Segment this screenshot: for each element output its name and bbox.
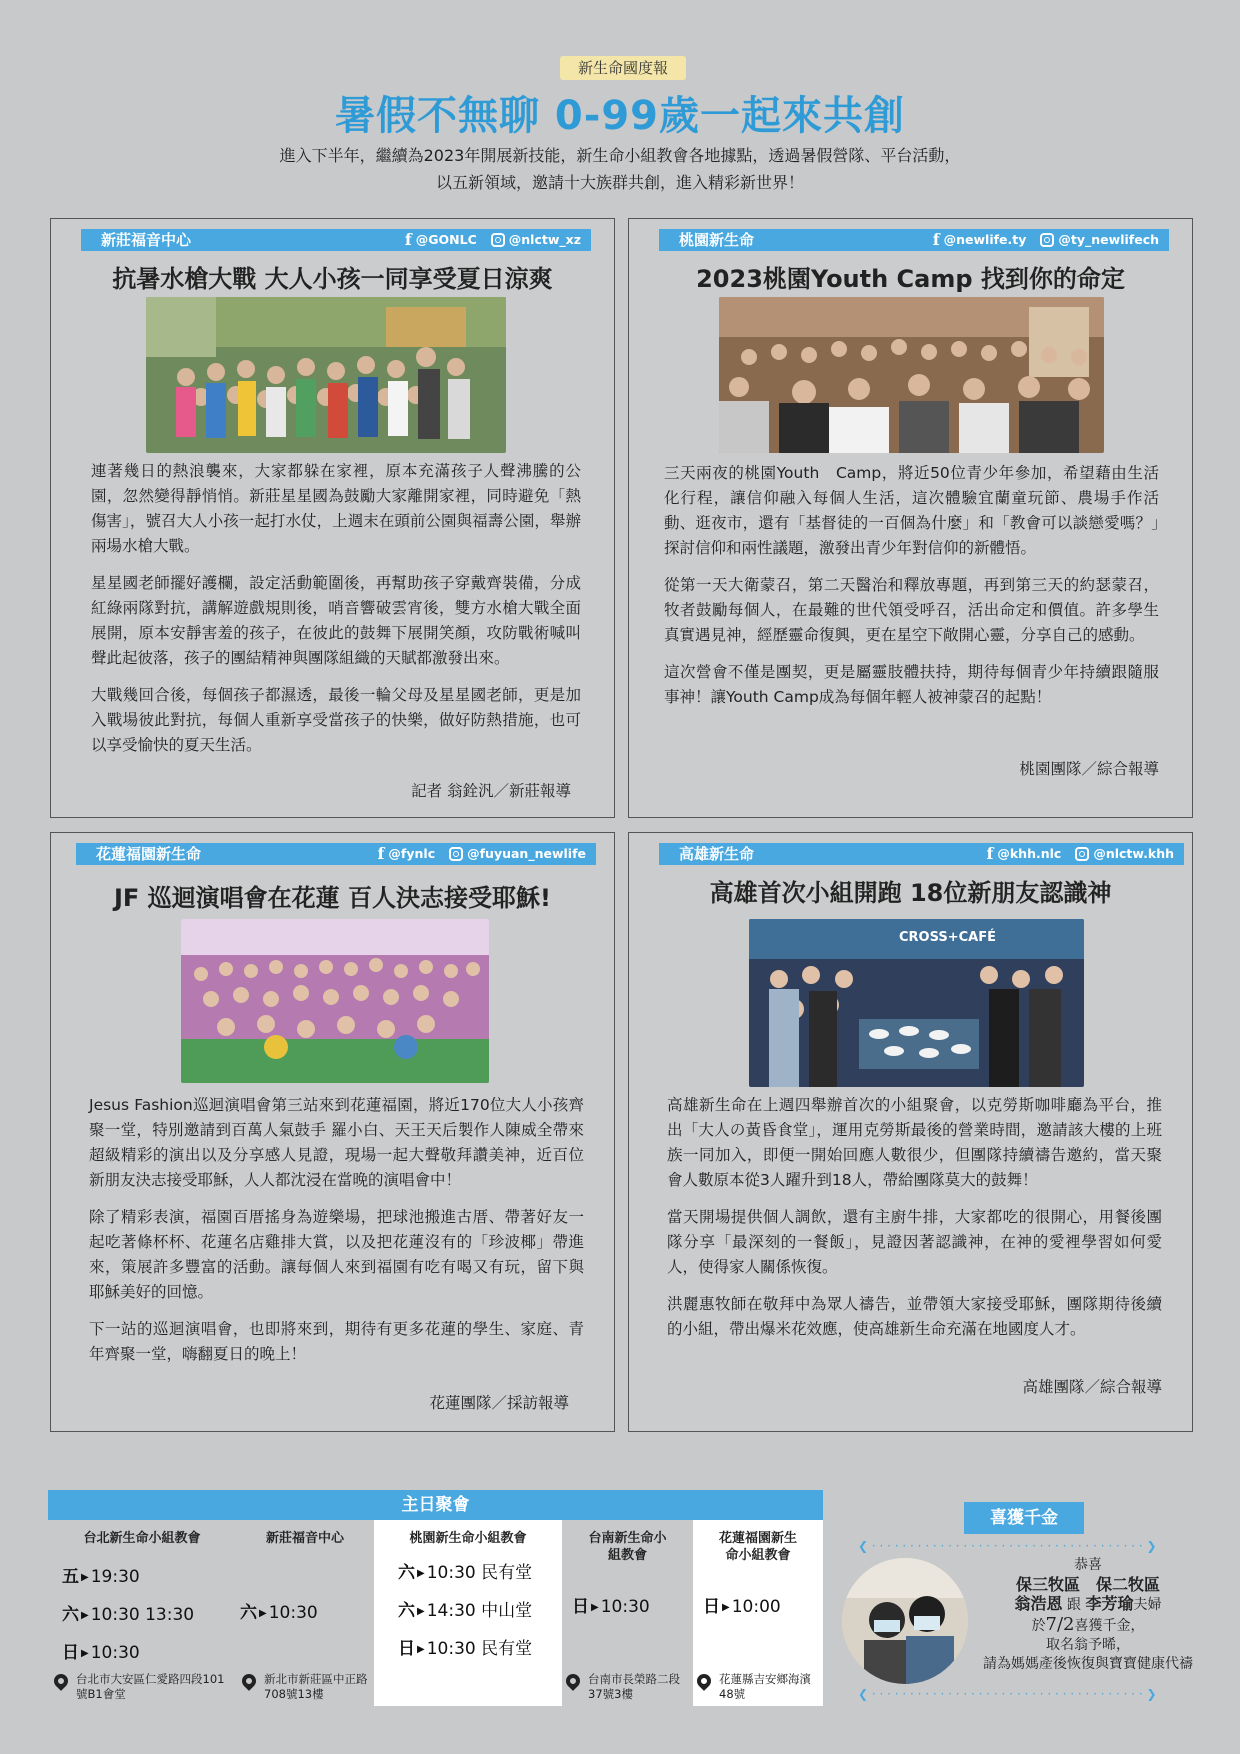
article-photo [719, 297, 1104, 453]
article-paragraph: 當天開場提供個人調飲，還有主廚牛排，大家都吃的很開心，用餐後團隊分享「最深刻的一餐飯」，見證因著認識神，在神的愛裡學習如何愛人，使得家人關係恢復。 [667, 1208, 1162, 1276]
article-paragraph: 洪麗惠牧師在敬拜中為眾人禱告，並帶領大家接受耶穌，團隊期待後續的小組，帶出爆米花效應，使高雄新生命充滿在地國度人才。 [667, 1295, 1162, 1338]
facebook-icon: f [932, 230, 940, 249]
facebook-link[interactable] [933, 229, 1027, 251]
church-name: 花蓮福園新生命小組教會 [718, 1531, 797, 1563]
sunday-service-schedule [48, 1490, 823, 1706]
article-title: 高雄首次小組開跑 18位新朋友認識神 [709, 879, 1112, 907]
location-pin-icon [563, 1671, 583, 1691]
article-body [664, 461, 1159, 722]
church-name: 台北新生命小組教會 [83, 1531, 201, 1546]
instagram-icon [1040, 233, 1054, 247]
congrats-line: 取名翁予晞， [1046, 1637, 1130, 1653]
schedule-column-xinzhuang [236, 1520, 374, 1706]
divider-ornament: ❮ · · · · · · · · · · · · · · · · · · · · · · · · · · · · · · · · · · · · ❯ [858, 1539, 1157, 1553]
card-header-bar [659, 229, 1169, 251]
facebook-handle: @GONLC [415, 232, 477, 247]
byline: 記者 翁銓汎／新莊報導 [411, 782, 571, 800]
article-paragraph: 星星國老師擺好護欄，設定活動範圍後，再幫助孩子穿戴齊裝備，分成紅綠兩隊對抗，講解遊戲規則後，哨音響破雲宵後，雙方水槍大戰全面展開，原本安靜害羞的孩子，在彼此的鼓舞下展開笑顏，攻防戰術喊叫聲此起彼落，孩子的團結精神與團隊組織的天賦都激發出來。 [91, 574, 581, 667]
instagram-link[interactable] [1075, 843, 1174, 865]
schedule-column-taoyuan [374, 1520, 562, 1706]
location-pin-icon [694, 1671, 714, 1691]
article-card-xinzhuang [50, 218, 615, 818]
article-paragraph: Jesus Fashion巡迴演唱會第三站來到花蓮福園，將近170位大人小孩齊聚一堂，特別邀請到百萬人氣鼓手 羅小白、天王天后製作人陳威全帶來超級精彩的演出以及分享感人見證，現場一起大聲敬拜讚美神，近百位新朋友決志接受耶穌，人人都沈浸在當晚的演唱會中！ [89, 1096, 584, 1189]
facebook-link[interactable] [378, 843, 436, 865]
instagram-icon [1075, 847, 1089, 861]
card-header-bar [76, 843, 596, 865]
social-links [405, 229, 591, 251]
org-name: 高雄新生命 [679, 845, 755, 863]
location-pin-icon [239, 1671, 259, 1691]
instagram-handle: @ty_newlifech [1058, 232, 1159, 247]
article-photo [749, 919, 1084, 1087]
congrats-line: 恭喜 [1074, 1557, 1102, 1573]
article-paragraph: 下一站的巡迴演唱會，也即將來到，期待有更多花蓮的學生、家庭、青年齊聚一堂，嗨翻夏日的晚上！ [89, 1320, 584, 1363]
article-paragraph: 這次營會不僅是團契，更是屬靈肢體扶持，期待每個青少年持續跟隨服事神！讓Youth Camp成為每個年輕人被神蒙召的起點！ [664, 663, 1159, 706]
instagram-icon [491, 233, 505, 247]
byline: 高雄團隊／綜合報導 [1022, 1378, 1162, 1396]
article-paragraph: 大戰幾回合後，每個孩子都濕透，最後一輪父母及星星國老師，更是加入戰場彼此對抗，每個人重新享受當孩子的快樂，做好防熱措施，也可以享受愉快的夏天生活。 [91, 686, 581, 754]
article-card-hualien [50, 832, 615, 1432]
article-body [89, 1093, 584, 1379]
org-name: 新莊福音中心 [101, 231, 192, 249]
byline: 桃園團隊／綜合報導 [1019, 760, 1159, 778]
schedule-column-hualien [693, 1520, 823, 1706]
article-paragraph: 連著幾日的熱浪襲來，大家都躲在家裡，原本充滿孩子人聲沸騰的公園，忽然變得靜悄悄。新莊星星國為鼓勵大家離開家裡，同時避免「熱傷害」，號召大人小孩一起打水仗，上週末在頭前公園與福壽公園，舉辦兩場水槍大戰。 [91, 462, 581, 555]
social-links [933, 229, 1169, 251]
social-links [378, 843, 596, 865]
church-address: 台南市長榮路二段37號3樓 [564, 1672, 692, 1702]
schedule-column-tainan [562, 1520, 693, 1706]
article-paragraph: 除了精彩表演，福園百厝搖身為遊樂場，把球池搬進古厝、帶著好友一起吃著條杯杯、花蓮名店雞排大賞，以及把花蓮沒有的「珍波椰」帶進來，策展許多豐富的活動。讓每個人來到福園有吃有喝又有玩，留下與耶穌美好的回憶。 [89, 1208, 584, 1301]
service-time: 日 ▶ 10:30 民有堂 [398, 1639, 533, 1659]
congrats-tag: 喜獲千金 [964, 1502, 1084, 1534]
church-name: 台南新生命小組教會 [588, 1531, 667, 1563]
church-name: 新莊福音中心 [265, 1531, 344, 1546]
publication-tag: 新生命國度報 [560, 56, 686, 80]
instagram-link[interactable] [491, 229, 581, 251]
service-time: 六 ▶ 14:30 中山堂 [398, 1601, 533, 1621]
instagram-handle: @nlctw_xz [508, 232, 581, 247]
facebook-handle: @fynlc [388, 846, 436, 861]
congrats-couple: 翁浩恩 跟 李芳瑜夫婦 [1014, 1594, 1162, 1613]
facebook-link[interactable] [405, 229, 477, 251]
intro-text [0, 142, 1240, 196]
article-title: 2023桃園Youth Camp 找到你的命定 [696, 265, 1125, 293]
instagram-handle: @nlctw.khh [1093, 846, 1174, 861]
instagram-link[interactable] [449, 843, 586, 865]
article-paragraph: 三天兩夜的桃園Youth Camp，將近50位青少年參加，希望藉由生活化行程，讓信仰融入每個人生活，這次體驗宜蘭童玩節、農場手作活動、逛夜市，還有「基督徒的一百個為什麼」和「教會可以談戀愛嗎？」探討信仰和兩性議題，激發出青少年對信仰的新體悟。 [664, 464, 1159, 557]
facebook-icon: f [377, 844, 385, 863]
facebook-handle: @khh.nlc [997, 846, 1062, 861]
article-photo [181, 919, 489, 1083]
card-header-bar [81, 229, 591, 251]
congrats-line: 請為媽媽產後恢復與寶寶健康代禱 [983, 1656, 1193, 1672]
instagram-icon [449, 847, 463, 861]
social-links [986, 843, 1184, 865]
service-time: 五 ▶ 19:30 [62, 1567, 140, 1587]
facebook-handle: @newlife.ty [943, 232, 1027, 247]
church-address: 台北市大安區仁愛路四段101號B1會堂 [52, 1672, 232, 1702]
facebook-icon: f [986, 844, 994, 863]
service-time: 六 ▶ 10:30 13:30 [62, 1605, 195, 1625]
congrats-message [958, 1556, 1218, 1674]
intro-line: 以五新領域，邀請十大族群共創，進入精彩新世界！ [435, 173, 804, 192]
page-title: 暑假不無聊 0-99歲一起來共創 [334, 93, 906, 139]
photo-sign: CROSS+CAFÉ [899, 930, 996, 945]
article-title: 抗暑水槍大戰 大人小孩一同享受夏日涼爽 [112, 265, 553, 293]
service-time: 六 ▶ 10:30 [240, 1603, 318, 1623]
location-pin-icon [51, 1671, 71, 1691]
congrats-date-line: 於7/2喜獲千金， [1031, 1614, 1145, 1635]
org-name: 桃園新生命 [679, 231, 755, 249]
service-time: 六 ▶ 10:30 民有堂 [398, 1563, 533, 1583]
article-card-taoyuan [628, 218, 1193, 818]
article-card-kaohsiung [628, 832, 1193, 1432]
church-address: 花蓮縣吉安鄉海濱48號 [695, 1672, 821, 1702]
facebook-link[interactable] [986, 843, 1061, 865]
facebook-icon: f [404, 230, 412, 249]
card-header-bar [659, 843, 1184, 865]
service-time: 日 ▶ 10:30 [62, 1643, 140, 1663]
church-address: 新北市新莊區中正路708號13樓 [240, 1672, 370, 1702]
article-paragraph: 從第一天大衛蒙召，第二天醫治和釋放專題，再到第三天的約瑟蒙召，牧者鼓勵每個人，在最難的世代領受呼召，活出命定和價值。許多學生真實遇見神，經歷靈命復興，更在星空下敞開心靈，分享自己的感動。 [664, 576, 1159, 644]
schedule-title: 主日聚會 [48, 1490, 823, 1520]
service-time: 日 ▶ 10:30 [572, 1597, 650, 1617]
divider-ornament: ❮ · · · · · · · · · · · · · · · · · · · · · · · · · · · · · · · · · · · · ❯ [858, 1687, 1157, 1701]
byline: 花蓮團隊／採訪報導 [429, 1394, 569, 1412]
article-body [667, 1093, 1162, 1354]
intro-line: 進入下半年，繼續為2023年開展新技能，新生命小組教會各地據點，透過暑假營隊、平台活動， [279, 146, 961, 165]
instagram-link[interactable] [1040, 229, 1159, 251]
article-paragraph: 高雄新生命在上週四舉辦首次的小組聚會，以克勞斯咖啡廳為平台，推出「大人の黃昏食堂」，運用克勞斯最後的營業時間，邀請該大樓的上班族一同加入，即便一開始回應人數很少，但團隊持續禱告邀約，當天聚會人數原本從3人躍升到18人，帶給團隊莫大的鼓舞！ [667, 1096, 1162, 1189]
article-body [91, 459, 581, 770]
church-name: 桃園新生命小組教會 [409, 1531, 527, 1546]
schedule-column-taipei [48, 1520, 236, 1706]
instagram-handle: @fuyuan_newlife [467, 846, 586, 861]
article-title: JF 巡迴演唱會在花蓮 百人決志接受耶穌! [114, 884, 551, 912]
congrats-districts: 保三牧區 保二牧區 [1015, 1575, 1160, 1594]
baby-photo [842, 1558, 968, 1684]
service-time: 日 ▶ 10:00 [703, 1597, 781, 1617]
org-name: 花蓮福園新生命 [96, 845, 202, 863]
article-photo [146, 297, 506, 453]
